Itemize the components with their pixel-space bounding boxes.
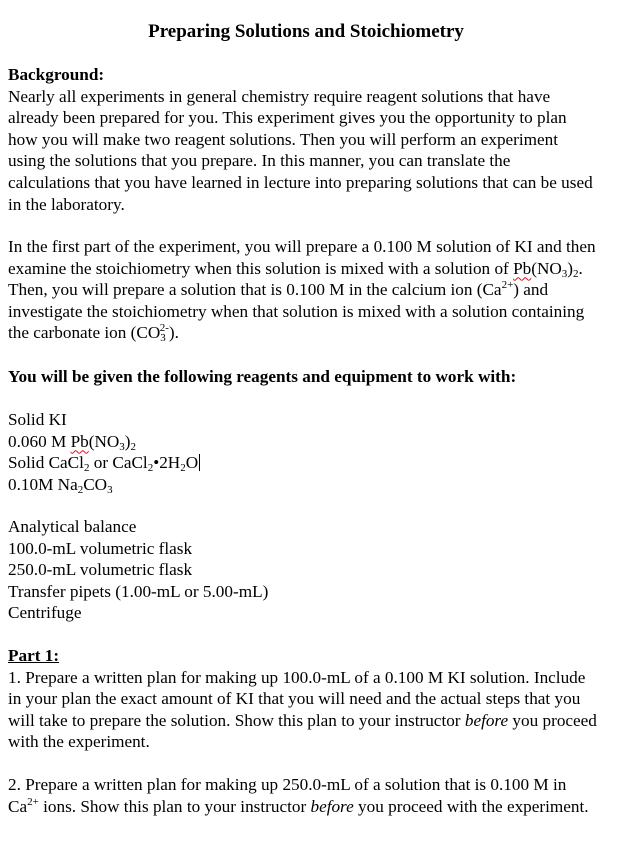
part1-section <box>8 645 598 753</box>
spellcheck-pb: Pb <box>513 258 532 278</box>
background-section <box>8 64 630 215</box>
equipment-list <box>8 516 630 624</box>
reagent-lead-nitrate: 0.060 M $Pb(NO_3)_2$ <box>8 431 137 453</box>
background-paragraph-2: In the first part of the experiment, you will prepare a 0.100 M solution of KI and then examine the stoichiometry when this solution is mixed with a solution of $Pb(NO_3)_2$. Then, you will prepare a solution that is 0.100 M in the calcium ion $(Ca^{2+})$ and investigate the stoichiometry when that solution is mixed with a solution containing the carbonate ion $(CO_3^{2-})$. <box>8 237 596 345</box>
reagent-ki: Solid KI <box>8 410 67 429</box>
reagents-list <box>8 409 630 495</box>
part1-item-2: 2. Prepare a written plan for making up 250.0-mL of a solution that is 0.100 M in $Ca^{2+}$ ions. Show this plan to your instructor before you proceed with the experiment. <box>8 775 589 816</box>
equipment-item: Analytical balance <box>8 517 137 536</box>
reagent-sodium-carbonate: 0.10M $Na_2CO_3$ <box>8 474 113 496</box>
reagent-calcium-chloride: Solid CaCl$_2$ or $CaCl_2•2H_2O$ <box>8 453 199 475</box>
background-heading: Background: <box>8 65 105 84</box>
background-paragraph-1: Nearly all experiments in general chemistry require reagent solutions that have already been prepared for you. This experiment gives you the opportunity to plan how you will make two reagent solutions. Then you will perform an experiment using the solutions that you prepare. In this manner, you can translate the calculations that you have learned in lecture into preparing solutions that can be used in the laboratory. <box>8 86 593 214</box>
equipment-item: 100.0-mL volumetric flask <box>8 538 193 558</box>
text-cursor[interactable] <box>199 454 200 471</box>
equipment-item: 250.0-mL volumetric flask <box>8 560 193 580</box>
part1-item-1: 1. Prepare a written plan for making up 100.0-mL of a 0.100 M KI solution. Include in your plan the exact amount of KI that you will need and the actual steps that you will take to prepare the solution. Show this plan to your instructor before you proceed with the experiment. <box>8 667 597 752</box>
page-title: Preparing Solutions and Stoichiometry <box>148 21 464 42</box>
equipment-item: Centrifuge <box>8 603 82 623</box>
equipment-item: Transfer pipets (1.00-mL or 5.00-mL) <box>8 581 269 601</box>
part1-heading: Part 1: <box>8 646 60 665</box>
given-heading: You will be given the following reagents and equipment to work with: <box>8 367 517 386</box>
